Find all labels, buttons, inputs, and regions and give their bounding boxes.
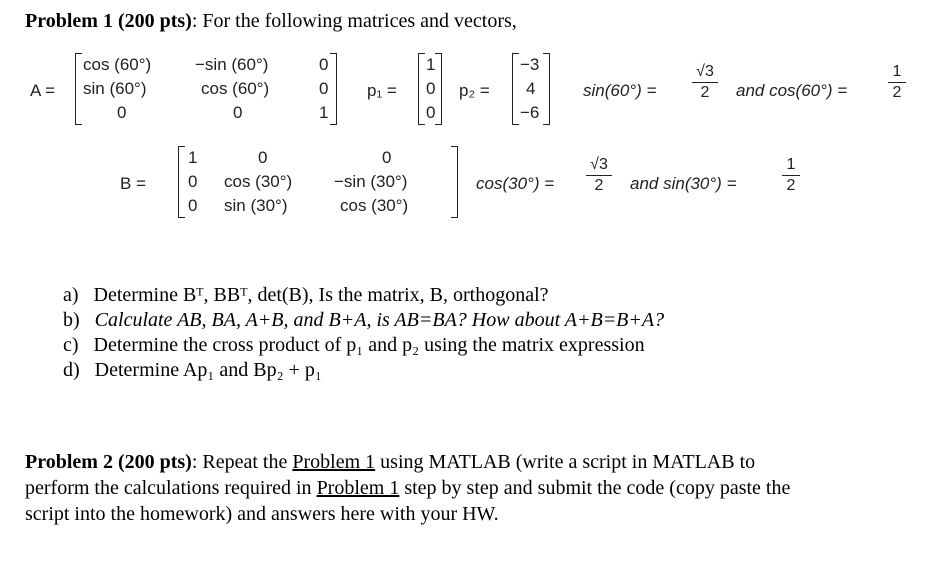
list-item [63,359,322,382]
matrix-b-cell: cos (30°) [224,172,293,191]
vector-p1-cell: 0 [426,79,436,98]
fraction-denominator: 2 [786,177,796,194]
matrix-a-cell: cos (60°) [83,55,152,74]
list-item [63,284,549,307]
sin60-lhs: sin(60°) = [583,81,657,100]
matrix-a-cell: cos (60°) [201,79,270,98]
list-item [63,334,645,357]
problem1-reference: Problem 1 [292,451,376,473]
problem2-line-3: script into the homework) and answers here with your HW. [25,503,499,525]
list-item-text: Determine Ap₁ and Bp₂ + p₁ [94,359,322,381]
problem2-text: : Repeat the [191,451,293,473]
problem2-line-1 [25,451,755,474]
matrix-a-cell: 1 [319,103,329,122]
vector-p2-cell: −3 [520,55,540,74]
problem1-intro: : For the following matrices and vectors, [191,10,517,32]
matrix-b [178,146,458,218]
cos30-fraction [586,155,612,196]
fraction-denominator: 2 [892,84,902,101]
matrix-b-label: B = [120,174,146,193]
problem2-text: using MATLAB (write a script in MATLAB to [375,451,756,473]
fraction-numerator: 1 [782,155,800,176]
cos30-lhs: cos(30°) = [476,174,555,193]
fraction-denominator: 2 [594,177,604,194]
list-marker: a) [63,284,79,306]
matrix-a-cell: −sin (60°) [195,55,269,74]
vector-p1-cell: 0 [426,103,436,122]
problem2-text: step by step and submit the code (copy paste the [399,477,791,499]
vector-p2-cell: −6 [520,103,540,122]
fraction-denominator: 2 [700,84,710,101]
matrix-b-cell: −sin (30°) [334,172,408,191]
vector-p1-cell: 1 [426,55,436,74]
matrix-b-cell: 0 [188,172,198,191]
vector-p2-cell: 4 [526,79,536,98]
matrix-b-cell: sin (30°) [224,196,288,215]
list-marker: d) [63,359,80,381]
vector-p1-label: p₁ = [367,81,397,100]
sin30-fraction [782,155,800,196]
problem2-line-2 [25,477,790,500]
problem1-heading: Problem 1 (200 pts) [25,10,192,32]
vector-p2-label: p₂ = [459,81,490,100]
matrix-b-cell: 0 [258,148,268,167]
list-marker: b) [63,309,80,331]
problem2-text: perform the calculations required in [25,477,317,499]
matrix-a-cell: sin (60°) [83,79,147,98]
matrix-b-cell: 0 [188,196,198,215]
sin60-fraction [692,62,718,103]
fraction-numerator: 1 [888,62,906,83]
fraction-numerator: √3 [586,155,612,176]
problem1-line [25,10,517,33]
cos60-fraction [888,62,906,103]
matrix-a-cell: 0 [319,79,329,98]
list-item-text: Calculate AB, BA, A+B, and B+A, is AB=BA? How about A+B=B+A? [94,309,665,331]
sin30-lhs: and sin(30°) = [630,174,737,193]
list-item [63,309,664,332]
list-marker: c) [63,334,79,356]
cos60-lhs: and cos(60°) = [736,81,848,100]
matrix-b-cell: 1 [188,148,198,167]
matrix-a-cell: 0 [319,55,329,74]
matrix-b-cell: 0 [382,148,392,167]
vector-p1 [418,53,442,125]
list-item-text: Determine the cross product of p₁ and p₂ using the matrix expression [93,334,645,356]
matrix-a [75,53,337,125]
matrix-a-cell: 0 [233,103,243,122]
problem2-heading: Problem 2 (200 pts) [25,451,192,473]
matrix-b-cell: cos (30°) [340,196,409,215]
problem1-reference: Problem 1 [316,477,400,499]
matrix-a-label: A = [30,81,56,100]
vector-p2 [512,53,550,125]
matrix-a-cell: 0 [117,103,127,122]
fraction-numerator: √3 [692,62,718,83]
list-item-text: Determine Bᵀ, BBᵀ, det(B), Is the matrix, B, orthogonal? [93,284,549,306]
